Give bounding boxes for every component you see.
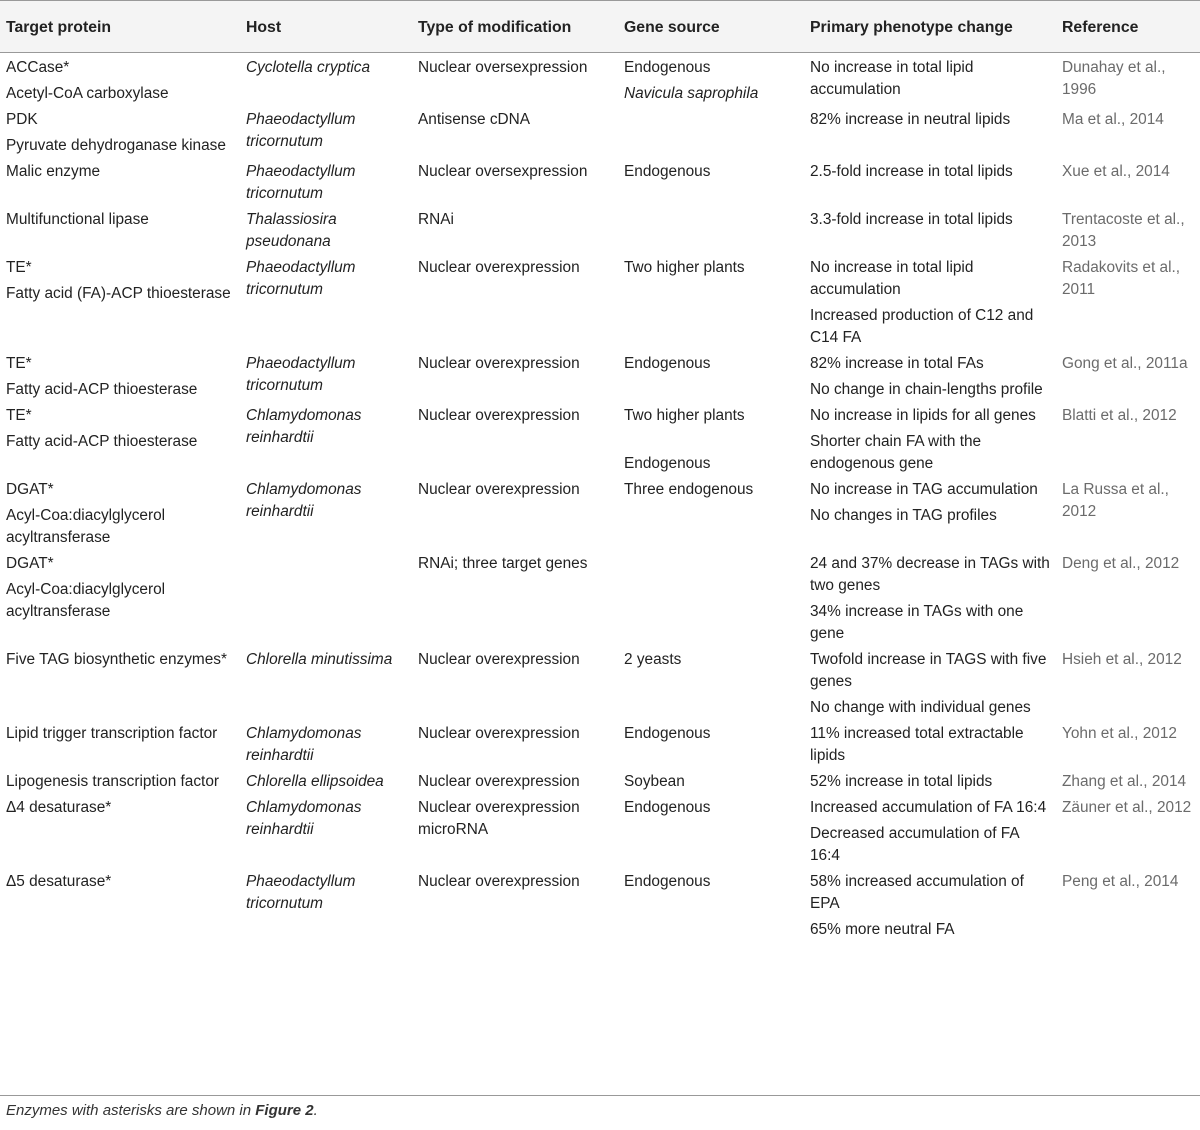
- cell-gene-source: [618, 719, 804, 767]
- cell-host: [240, 767, 412, 793]
- phenotype-line: No increase in TAG accumulation: [810, 481, 1038, 498]
- header-host: Host: [240, 1, 412, 53]
- host-text: Chlamydomonas reinhardtii: [246, 481, 362, 520]
- modification-text: Nuclear overexpression: [418, 651, 580, 668]
- cell-modification: [412, 475, 618, 549]
- cell-reference: [1056, 645, 1200, 719]
- phenotype-line: 24 and 37% decrease in TAGs with two genes: [810, 555, 1050, 594]
- cell-host: [240, 549, 412, 645]
- gene-source-line: Endogenous: [624, 355, 711, 372]
- cell-host: [240, 205, 412, 253]
- modification-text: RNAi: [418, 211, 454, 228]
- cell-modification: [412, 767, 618, 793]
- reference-text: Zäuner et al., 2012: [1062, 799, 1192, 816]
- cell-gene-source: [618, 157, 804, 205]
- cell-reference: [1056, 253, 1200, 349]
- table-row: [0, 205, 1200, 253]
- cell-phenotype: [804, 53, 1056, 106]
- target-protein-line: Lipogenesis transcription factor: [6, 773, 220, 790]
- footnote-figure-link[interactable]: Figure 2: [255, 1102, 314, 1119]
- cell-target-protein: [0, 401, 240, 475]
- table-row: [0, 53, 1200, 106]
- footnote-prefix: Enzymes with asterisks are shown in: [6, 1102, 256, 1119]
- cell-modification: [412, 349, 618, 401]
- reference-text: Yohn et al., 2012: [1062, 725, 1177, 742]
- cell-host: [240, 53, 412, 106]
- cell-gene-source: [618, 767, 804, 793]
- cell-gene-source: [618, 53, 804, 106]
- gene-source-line: Endogenous: [624, 59, 711, 76]
- table-row: [0, 867, 1200, 947]
- cell-phenotype: [804, 205, 1056, 253]
- cell-modification: [412, 205, 618, 253]
- target-protein-line: TE*: [6, 407, 32, 424]
- cell-gene-source: [618, 475, 804, 549]
- gene-source-line: Endogenous: [624, 455, 711, 472]
- target-protein-line: TE*: [6, 259, 32, 276]
- header-gene-source: Gene source: [618, 1, 804, 53]
- reference-text: Deng et al., 2012: [1062, 555, 1180, 572]
- target-protein-line: ACCase*: [6, 59, 70, 76]
- host-text: Chlamydomonas reinhardtii: [246, 799, 362, 838]
- modification-text: RNAi; three target genes: [418, 555, 588, 572]
- phenotype-line: 82% increase in neutral lipids: [810, 111, 1011, 128]
- cell-reference: [1056, 53, 1200, 106]
- cell-reference: [1056, 157, 1200, 205]
- gene-source-line: Endogenous: [624, 725, 711, 742]
- host-text: Chlamydomonas reinhardtii: [246, 407, 362, 446]
- cell-modification: [412, 645, 618, 719]
- target-protein-line: DGAT*: [6, 555, 54, 572]
- cell-phenotype: [804, 157, 1056, 205]
- cell-phenotype: [804, 349, 1056, 401]
- cell-gene-source: [618, 349, 804, 401]
- host-text: Phaeodactyllum tricornutum: [246, 355, 356, 394]
- table-row: [0, 401, 1200, 475]
- target-protein-line: Fatty acid-ACP thioesterase: [6, 433, 198, 450]
- table-row: [0, 105, 1200, 157]
- target-protein-line: Fatty acid-ACP thioesterase: [6, 381, 198, 398]
- modification-text: Nuclear oversexpression: [418, 59, 588, 76]
- cell-host: [240, 475, 412, 549]
- host-text: Chlorella ellipsoidea: [246, 773, 384, 790]
- host-text: Cyclotella cryptica: [246, 59, 371, 76]
- cell-target-protein: [0, 793, 240, 867]
- cell-phenotype: [804, 401, 1056, 475]
- reference-text: La Russa et al., 2012: [1062, 481, 1169, 520]
- reference-text: Dunahay et al., 1996: [1062, 59, 1166, 98]
- gene-source-line: Endogenous: [624, 873, 711, 890]
- target-protein-line: Multifunctional lipase: [6, 211, 149, 228]
- phenotype-line: 11% increased total extractable lipids: [810, 725, 1024, 764]
- cell-phenotype: [804, 867, 1056, 947]
- cell-target-protein: [0, 349, 240, 401]
- cell-phenotype: [804, 719, 1056, 767]
- header-type-of-modification: Type of modification: [412, 1, 618, 53]
- table-row: [0, 645, 1200, 719]
- cell-target-protein: [0, 549, 240, 645]
- cell-gene-source: [618, 105, 804, 157]
- table-row: [0, 793, 1200, 867]
- target-protein-line: Malic enzyme: [6, 163, 101, 180]
- cell-host: [240, 253, 412, 349]
- cell-phenotype: [804, 253, 1056, 349]
- footnote-suffix: .: [313, 1102, 318, 1119]
- modification-text: Nuclear oversexpression: [418, 163, 588, 180]
- cell-reference: [1056, 401, 1200, 475]
- cell-target-protein: [0, 867, 240, 947]
- cell-gene-source: [618, 205, 804, 253]
- phenotype-line: Increased accumulation of FA 16:4: [810, 799, 1047, 816]
- target-protein-line: Fatty acid (FA)-ACP thioesterase: [6, 285, 231, 302]
- phenotype-line: No increase in lipids for all genes: [810, 407, 1036, 424]
- cell-target-protein: [0, 105, 240, 157]
- phenotype-line: No increase in total lipid accumulation: [810, 59, 974, 98]
- host-text: Phaeodactyllum tricornutum: [246, 873, 356, 912]
- cell-host: [240, 349, 412, 401]
- table-row: [0, 157, 1200, 205]
- gene-source-line: Soybean: [624, 773, 685, 790]
- reference-text: Ma et al., 2014: [1062, 111, 1164, 128]
- host-text: Chlamydomonas reinhardtii: [246, 725, 362, 764]
- reference-text: Peng et al., 2014: [1062, 873, 1179, 890]
- cell-gene-source: [618, 549, 804, 645]
- reference-text: Gong et al., 2011a: [1062, 355, 1188, 372]
- cell-reference: [1056, 719, 1200, 767]
- cell-host: [240, 401, 412, 475]
- target-protein-line: DGAT*: [6, 481, 54, 498]
- phenotype-line: No change in chain-lengths profile: [810, 381, 1043, 398]
- cell-phenotype: [804, 105, 1056, 157]
- gene-source-line: Endogenous: [624, 163, 711, 180]
- phenotype-line: 65% more neutral FA: [810, 921, 955, 938]
- cell-host: [240, 105, 412, 157]
- table-row: [0, 475, 1200, 549]
- table-row: [0, 719, 1200, 767]
- modification-text: Nuclear overexpression: [418, 259, 580, 276]
- phenotype-line: Decreased accumulation of FA 16:4: [810, 825, 1019, 864]
- target-protein-line: Acyl-Coa:diacylglycerol acyltransferase: [6, 507, 166, 546]
- cell-target-protein: [0, 53, 240, 106]
- cell-modification: [412, 719, 618, 767]
- phenotype-line: No increase in total lipid accumulation: [810, 259, 974, 298]
- host-text: Thalassiosira pseudonana: [246, 211, 337, 250]
- table-body: [0, 53, 1200, 948]
- target-protein-line: Δ4 desaturase*: [6, 799, 112, 816]
- cell-reference: [1056, 105, 1200, 157]
- phenotype-line: 52% increase in total lipids: [810, 773, 993, 790]
- phenotype-line: No change with individual genes: [810, 699, 1031, 716]
- host-text: Phaeodactyllum tricornutum: [246, 163, 356, 202]
- cell-reference: [1056, 205, 1200, 253]
- table-row: [0, 767, 1200, 793]
- header-primary-phenotype-change: Primary phenotype change: [804, 1, 1056, 53]
- table-header: [0, 1, 1200, 53]
- cell-modification: [412, 53, 618, 106]
- target-protein-line: Acyl-Coa:diacylglycerol acyltransferase: [6, 581, 166, 620]
- cell-gene-source: [618, 793, 804, 867]
- cell-phenotype: [804, 475, 1056, 549]
- phenotype-line: Increased production of C12 and C14 FA: [810, 307, 1034, 346]
- cell-host: [240, 793, 412, 867]
- cell-reference: [1056, 549, 1200, 645]
- reference-text: Trentacoste et al., 2013: [1062, 211, 1185, 250]
- modification-text: Nuclear overexpression: [418, 355, 580, 372]
- cell-phenotype: [804, 767, 1056, 793]
- cell-reference: [1056, 767, 1200, 793]
- host-text: Phaeodactyllum tricornutum: [246, 259, 356, 298]
- cell-reference: [1056, 475, 1200, 549]
- reference-text: Xue et al., 2014: [1062, 163, 1170, 180]
- header-row: [0, 1, 1200, 53]
- cell-host: [240, 157, 412, 205]
- table-row: [0, 549, 1200, 645]
- cell-gene-source: [618, 401, 804, 475]
- cell-target-protein: [0, 253, 240, 349]
- reference-text: Hsieh et al., 2012: [1062, 651, 1182, 668]
- modification-text: Nuclear overexpression: [418, 773, 580, 790]
- phenotype-line: No changes in TAG profiles: [810, 507, 997, 524]
- phenotype-line: Shorter chain FA with the endogenous gene: [810, 433, 982, 472]
- cell-host: [240, 719, 412, 767]
- cell-modification: [412, 549, 618, 645]
- modification-text: Nuclear overexpression: [418, 873, 580, 890]
- cell-gene-source: [618, 253, 804, 349]
- cell-gene-source: [618, 645, 804, 719]
- phenotype-line: 3.3-fold increase in total lipids: [810, 211, 1013, 228]
- target-protein-line: Lipid trigger transcription factor: [6, 725, 218, 742]
- cell-reference: [1056, 793, 1200, 867]
- table-row: [0, 253, 1200, 349]
- header-reference: Reference: [1056, 1, 1200, 53]
- cell-reference: [1056, 867, 1200, 947]
- reference-text: Blatti et al., 2012: [1062, 407, 1177, 424]
- cell-modification: [412, 105, 618, 157]
- host-text: [246, 553, 406, 575]
- host-text: Phaeodactyllum tricornutum: [246, 111, 356, 150]
- table-row: [0, 349, 1200, 401]
- table-footnote: [6, 1102, 318, 1119]
- gene-source-line: Endogenous: [624, 799, 711, 816]
- modification-text: Nuclear overexpression microRNA: [418, 799, 580, 838]
- cell-target-protein: [0, 475, 240, 549]
- host-text: Chlorella minutissima: [246, 651, 393, 668]
- table-bottom-rule: [0, 1095, 1200, 1096]
- gene-source-line: 2 yeasts: [624, 651, 682, 668]
- cell-target-protein: [0, 719, 240, 767]
- target-protein-line: TE*: [6, 355, 32, 372]
- header-target-protein: Target protein: [0, 1, 240, 53]
- cell-host: [240, 867, 412, 947]
- cell-target-protein: [0, 645, 240, 719]
- phenotype-line: 34% increase in TAGs with one gene: [810, 603, 1024, 642]
- modification-text: Nuclear overexpression: [418, 725, 580, 742]
- target-protein-line: Pyruvate dehydroganase kinase: [6, 137, 226, 154]
- cell-modification: [412, 401, 618, 475]
- cell-reference: [1056, 349, 1200, 401]
- reference-text: Zhang et al., 2014: [1062, 773, 1187, 790]
- target-protein-line: Δ5 desaturase*: [6, 873, 112, 890]
- target-protein-line: Five TAG biosynthetic enzymes*: [6, 651, 227, 668]
- gene-source-line: Navicula saprophila: [624, 85, 759, 102]
- gene-source-line: Two higher plants: [624, 407, 745, 424]
- phenotype-line: 82% increase in total FAs: [810, 355, 984, 372]
- gene-source-line: Three endogenous: [624, 481, 754, 498]
- gene-source-line: Two higher plants: [624, 259, 745, 276]
- cell-phenotype: [804, 793, 1056, 867]
- modification-text: Nuclear overexpression: [418, 407, 580, 424]
- reference-text: Radakovits et al., 2011: [1062, 259, 1181, 298]
- phenotype-line: Twofold increase in TAGS with five genes: [810, 651, 1047, 690]
- cell-modification: [412, 157, 618, 205]
- cell-modification: [412, 253, 618, 349]
- cell-modification: [412, 793, 618, 867]
- cell-phenotype: [804, 549, 1056, 645]
- cell-gene-source: [618, 867, 804, 947]
- cell-target-protein: [0, 767, 240, 793]
- cell-target-protein: [0, 157, 240, 205]
- modification-text: Nuclear overexpression: [418, 481, 580, 498]
- cell-host: [240, 645, 412, 719]
- cell-modification: [412, 867, 618, 947]
- phenotype-line: 58% increased accumulation of EPA: [810, 873, 1024, 912]
- target-protein-line: PDK: [6, 111, 38, 128]
- modification-text: Antisense cDNA: [418, 111, 531, 128]
- target-protein-line: Acetyl-CoA carboxylase: [6, 85, 169, 102]
- cell-target-protein: [0, 205, 240, 253]
- cell-phenotype: [804, 645, 1056, 719]
- phenotype-line: 2.5-fold increase in total lipids: [810, 163, 1013, 180]
